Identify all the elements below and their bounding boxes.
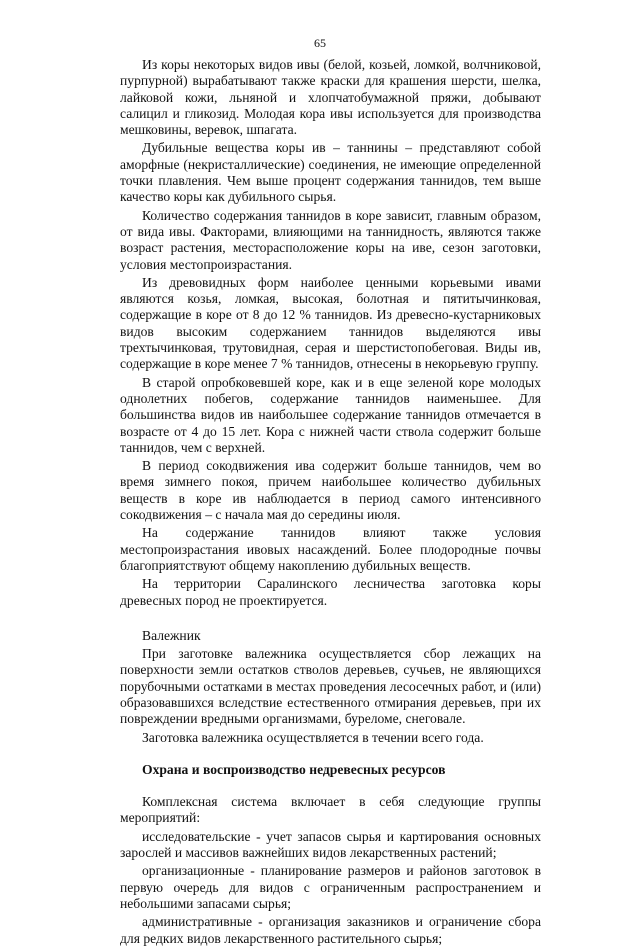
paragraph-administrative-measures: административные - организация заказников и ограничение сбора для редких видов лекарственного растительного сырья; (120, 914, 541, 946)
paragraph-research-measures: исследовательские - учет запасов сырья и картирования основных зарослей и массивов важнейших видов лекарственных растений; (120, 828, 541, 861)
paragraph-tannin-factors: Количество содержания таннидов в коре зависит, главным образом, от вида ивы. Факторами, влияющими на таннидность, являются также возраст растения, месторасположение коры на иве, сезон заготовки, условия местопроизрастания. (120, 207, 541, 272)
paragraph-valuable-species: Из древовидных форм наиболее ценными корьевыми ивами являются козья, ломкая, высокая, болотная и пятитычинковая, содержащие в коре от 8 до 12 % таннидов. Из древесно-кустарниковых видов высоким содержанием таннидов выделяются ивы трехтычинковая, трутовидная, серая и шерстистопобеговая. Виды ив, содержащие в коре менее 7 % таннидов, отнесены в некорьевую группу. (120, 274, 541, 372)
paragraph-valezhnik-season: Заготовка валежника осуществляется в течении всего года. (142, 729, 484, 745)
paragraph-saralinsky-forestry: На территории Саралинского лесничества заготовка коры древесных пород не проектируется. (120, 576, 541, 608)
paragraph-complex-system: Комплексная система включает в себя следующие группы мероприятий: (120, 794, 541, 826)
page-content (120, 57, 541, 949)
paragraph-tannins-definition: Дубильные вещества коры ив – таннины – представляют собой аморфные (некристаллические) соединения, не имеющие определенной точки плавления. Чем выше процент содержания таннидов, тем выше качество коры как дубильного сырья. (120, 140, 541, 205)
paragraph-sap-flow: В период сокодвижения ива содержит больше таннидов, чем во время зимнего покоя, причем наибольшее количество дубильных веществ в коре ив наблюдается в период самого интенсивного сокодвижения – с начала мая до середины июля. (120, 458, 541, 523)
section-title-valezhnik: Валежник (142, 627, 201, 643)
page-number: 65 (314, 36, 326, 50)
paragraph-valezhnik-collection: При заготовке валежника осуществляется сбор лежащих на поверхности земли остатков стволов деревьев, сучьев, не являющихся порубочными остатками в местах проведения лесосечных работ, и (или) образовавшихся вследствие естественного отмирания деревьев, при их повреждении вредными организмами, буреломе, снеговале. (120, 646, 541, 727)
paragraph-growth-conditions: На содержание таннидов влияют также условия местопроизрастания ивовых насаждений. Более плодородные почвы благоприятствуют общему накоплению дубильных веществ. (120, 525, 541, 573)
section-title-protection: Охрана и воспроизводство недревесных ресурсов (142, 761, 446, 777)
paragraph-bark-age: В старой опробковевшей коре, как и в еще зеленой коре молодых однолетних побегов, содержание таннидов наименьшее. Для большинства видов ив наибольшее содержание таннидов отмечается в возрасте от 4 до 15 лет. Кора с нижней части ствола содержит больше таннидов, чем с верхней. (120, 374, 541, 455)
paragraph-willow-dyes: Из коры некоторых видов ивы (белой, козьей, ломкой, волчниковой, пурпурной) вырабатывают также краски для крашения шерсти, шелка, лайковой кожи, льняной и хлопчатобумажной пряжи, добывают салицил и гликозид. Молодая кора ивы используется для производства мешковины, веревок, шпагата. (120, 57, 541, 138)
paragraph-organizational-measures: организационные - планирование размеров и районов заготовок в первую очередь для видов с ограниченным распространением и небольшими запасами сырья; (120, 863, 541, 911)
